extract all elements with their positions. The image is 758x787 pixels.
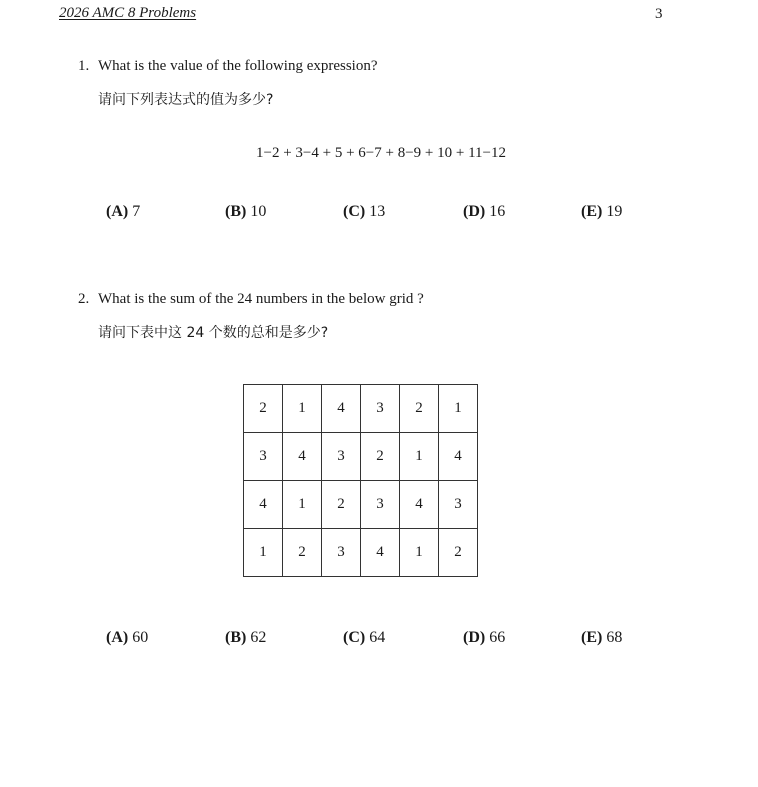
grid-cell: 4 [361, 529, 400, 577]
grid-cell: 2 [439, 529, 478, 577]
choice-value: 7 [132, 203, 141, 220]
grid-cell: 3 [361, 385, 400, 433]
choice-letter: (E) [581, 203, 603, 220]
number-grid [243, 384, 478, 577]
grid-cell: 4 [400, 481, 439, 529]
grid-cell: 2 [322, 481, 361, 529]
grid-cell: 4 [439, 433, 478, 481]
question-1-text-en: What is the value of the following expression? [98, 58, 378, 74]
grid-cell: 2 [361, 433, 400, 481]
grid-cell: 2 [283, 529, 322, 577]
choice-value: 10 [250, 203, 267, 220]
grid-row [244, 433, 478, 481]
choice-letter: (A) [106, 629, 129, 646]
grid-cell: 3 [244, 433, 283, 481]
grid-cell: 4 [322, 385, 361, 433]
choice-value: 19 [606, 203, 623, 220]
question-2-choice-e [581, 629, 622, 647]
question-2 [78, 291, 424, 308]
choice-letter: (C) [343, 203, 366, 220]
question-1-choice-a [106, 203, 140, 221]
question-1-choice-b [225, 203, 266, 221]
choice-value: 13 [369, 203, 386, 220]
page-header-title: 2026 AMC 8 Problems [59, 5, 197, 21]
question-2-choice-d [463, 629, 505, 647]
grid-cell: 4 [283, 433, 322, 481]
grid-row [244, 481, 478, 529]
choice-value: 62 [250, 629, 267, 646]
question-1-choice-d [463, 203, 505, 221]
choice-value: 60 [132, 629, 149, 646]
grid-cell: 1 [400, 529, 439, 577]
question-1-number: 1. [78, 58, 90, 74]
choice-letter: (B) [225, 203, 247, 220]
question-1-choice-c [343, 203, 385, 221]
choice-value: 64 [369, 629, 386, 646]
grid-cell: 4 [244, 481, 283, 529]
question-2-number: 2. [78, 291, 90, 307]
choice-letter: (A) [106, 203, 129, 220]
grid-cell: 3 [322, 433, 361, 481]
question-2-text-en: What is the sum of the 24 numbers in the below grid ? [98, 291, 424, 307]
grid-cell: 1 [439, 385, 478, 433]
choice-value: 16 [489, 203, 506, 220]
question-1 [78, 58, 378, 75]
grid-cell: 1 [400, 433, 439, 481]
choice-letter: (B) [225, 629, 247, 646]
grid-cell: 1 [244, 529, 283, 577]
question-2-choice-b [225, 629, 266, 647]
question-1-choice-e [581, 203, 622, 221]
question-1-text-zh: 请问下列表达式的值为多少? [98, 92, 274, 108]
question-2-choice-a [106, 629, 148, 647]
grid-row [244, 529, 478, 577]
choice-letter: (D) [463, 203, 486, 220]
grid-cell: 1 [283, 385, 322, 433]
question-1-expression: 1−2 + 3−4 + 5 + 6−7 + 8−9 + 10 + 11−12 [256, 145, 506, 161]
choice-letter: (D) [463, 629, 486, 646]
grid-cell: 3 [322, 529, 361, 577]
choice-value: 66 [489, 629, 506, 646]
question-2-text-zh: 请问下表中这 24 个数的总和是多少? [98, 325, 329, 341]
page-number: 3 [655, 6, 663, 22]
grid-row [244, 385, 478, 433]
grid-cell: 3 [439, 481, 478, 529]
choice-value: 68 [606, 629, 623, 646]
question-2-choice-c [343, 629, 385, 647]
grid-cell: 3 [361, 481, 400, 529]
grid-cell: 1 [283, 481, 322, 529]
choice-letter: (C) [343, 629, 366, 646]
choice-letter: (E) [581, 629, 603, 646]
grid-cell: 2 [244, 385, 283, 433]
grid-cell: 2 [400, 385, 439, 433]
